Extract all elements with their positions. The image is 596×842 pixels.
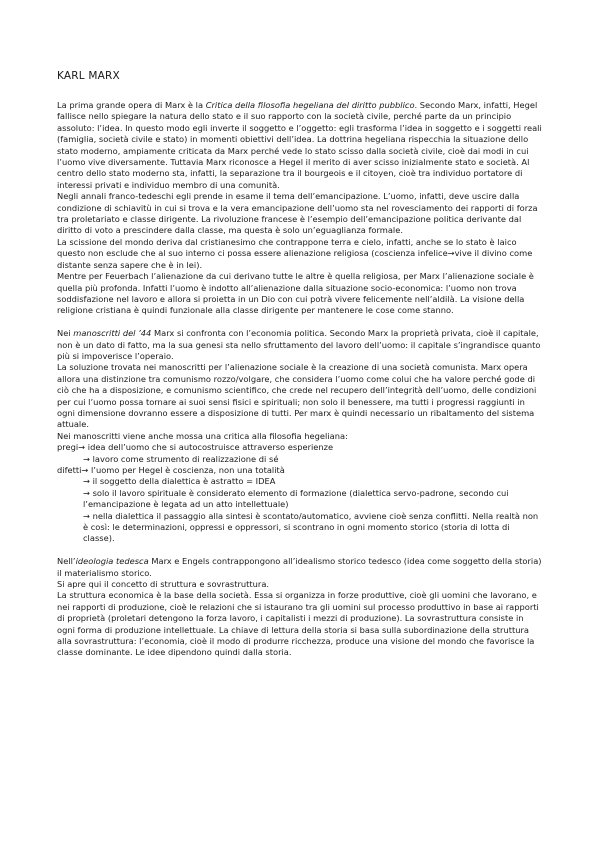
document-page bbox=[57, 70, 543, 659]
paragraph-feuerbach: Mentre per Feuerbach l’alienazione da cui derivano tutte le altre è quella religiosa, per Marx l’alienazione sociale è quella più profonda. Infatti l’uomo è indotto all’alienazione dalla situazione socio-economica: l’uomo non trova soddisfazione nel lavoro e allora si proietta in un Dio con cui potrà vivere felicemente nell’aldilà. La visione della religione cristiana è quindi funzionale alla classe dirigente per mantenere le cose come stanno. bbox=[57, 271, 534, 316]
paragraph-scissione: La scissione del mondo deriva dal cristianesimo che contrappone terra e cielo, infatti, anche se lo stato è laico questo non esclude che al suo interno ci possa essere alienazione religiosa (coscienza infelice→vive il divino come distante senza sapere che è in lei). bbox=[57, 236, 533, 270]
paragraph-ideologia bbox=[57, 556, 543, 579]
list-difetti-2: → il soggetto della dialettica è astratto = IDEA bbox=[83, 476, 276, 487]
work-title-manoscritti: manoscritti del ’44 bbox=[73, 328, 152, 339]
paragraph-ideologia-lead: Nell’ bbox=[57, 556, 76, 567]
paragraph-struttura-intro: Si apre qui il concetto di struttura e sovrastruttura. bbox=[57, 579, 270, 590]
paragraph-manoscritti-body: Marx si confronta con l’economia politica. Secondo Marx la proprietà privata, cioè il capitale, non è un dato di fatto, ma la sua genesi sta nello sfruttamento del lavoro dell’uomo: il capitale s’ingrandisce quanto più si impoverisce l’operaio. bbox=[57, 328, 541, 361]
paragraph-annali: Negli annali franco-tedeschi egli prende in esame il tema dell’emancipazione. L’uomo, infatti, deve uscire dalla condizione di schiavitù in cui si trova e la vera emancipazione dell’uomo sta nel rovesciamento dei rapporti di forza tra proletariato e classe dirigente. La rivoluzione francese è l’esempio dell’emancipazione politica derivante dal diritto di voto a prescindere dalla classe, ma questa è solo un’eguaglianza formale. bbox=[57, 191, 538, 236]
document-title: KARL MARX bbox=[57, 70, 120, 82]
list-pregi-1: pregi→ idea dell’uomo che si autocostruisce attraverso esperienze bbox=[57, 442, 334, 453]
paragraph-gap bbox=[57, 317, 543, 328]
paragraph-critica-hegel: Nei manoscritti viene anche mossa una critica alla filosofia hegeliana: bbox=[57, 430, 348, 441]
paragraph-comunismo: La soluzione trovata nei manoscritti per l’alienazione sociale è la creazione di una società comunista. Marx opera allora una distinzione tra comunismo rozzo/volgare, che considera l’uomo come colui che ha valore perché gode di ciò che ha a disposizione, e comunismo scientifico, che crede nel recupero dell’integrità dell’uomo, delle condizioni per cui l’uomo possa tornare ai suoi sensi fisici e spirituali; non solo il benessere, ma tutti i progressi raggiunti in ogni dimensione dovranno essere a disposizione di tutti. Per marx è quindi necessario un ribaltamento del sistema attuale. bbox=[57, 362, 537, 430]
paragraph-critica-lead: La prima grande opera di Marx è la bbox=[57, 100, 206, 110]
paragraph-ideologia-body: Marx e Engels contrappongono all’idealismo storico tedesco (idea come soggetto della storia) il materialismo storico. bbox=[57, 556, 542, 578]
list-pregi-2: → lavoro come strumento di realizzazione di sé bbox=[83, 453, 279, 464]
list-difetti-1: difetti→ l’uomo per Hegel è coscienza, non una totalità bbox=[57, 464, 285, 475]
paragraph-gap bbox=[57, 545, 543, 556]
list-difetti-4: → nella dialettica il passaggio alla sintesi è scontato/automatico, avviene cioè senza conflitti. Nella realtà non è così: le determinazioni, oppressi e oppressori, si scontrano in ogni momento storico (storia di lotta di classe). bbox=[83, 510, 539, 544]
paragraph-manoscritti bbox=[57, 328, 543, 362]
paragraph-critica-body: . Secondo Marx, infatti, Hegel fallisce nello spiegare la natura dello stato e il suo rapporto con la società civile, perché parte da un principio assoluto: l’idea. In questo modo egli inverte il soggetto e l’oggetto: egli trasforma l’idea in soggetto e i soggetti reali (famiglia, società civile e stato) in momenti obiettivi dell’idea. La dottrina hegeliana rispecchia la situazione dello stato moderno, ampiamente criticata da Marx perché vede lo stato scisso dalla società civile, cioè dai modi in cui l’uomo vive diversamente. Tuttavia Marx riconosce a Hegel il merito di aver scisso inizialmente stato e società. Al centro dello stato moderno sta, infatti, la separazione tra il bourgeois e il citoyen, cioè tra individuo portatore di interessi privati e individuo membro di una comunità. bbox=[57, 100, 542, 190]
paragraph-critica bbox=[57, 100, 543, 191]
list-difetti-3: → solo il lavoro spirituale è considerato elemento di formazione (dialettica servo-padrone, secondo cui l’emancipazione è legata ad un atto intellettuale) bbox=[83, 487, 509, 510]
paragraph-manoscritti-lead: Nei bbox=[57, 328, 74, 339]
work-title-ideologia: ideologia tedesca bbox=[75, 556, 149, 567]
work-title-critica: Critica della filosofia hegeliana del diritto pubblico bbox=[205, 100, 415, 110]
paragraph-struttura: La struttura economica è la base della società. Essa si organizza in forze produttive, cioè gli uomini che lavorano, e nei rapporti di produzione, cioè le relazioni che si istaurano tra gli uomini sul processo produttivo in base ai rapporti di proprietà (proletari detengono la forza lavoro, i capitalisti i mezzi di produzione). La sovrastruttura consiste in ogni forma di produzione intellettuale. La chiave di lettura della storia si basa sulla subordinazione della struttura alla sovrastruttura: l’economia, cioè il modo di produrre ricchezza, produce una visione del mondo che favorisce la classe dominante. Le idee dipendono quindi dalla storia. bbox=[57, 590, 539, 658]
